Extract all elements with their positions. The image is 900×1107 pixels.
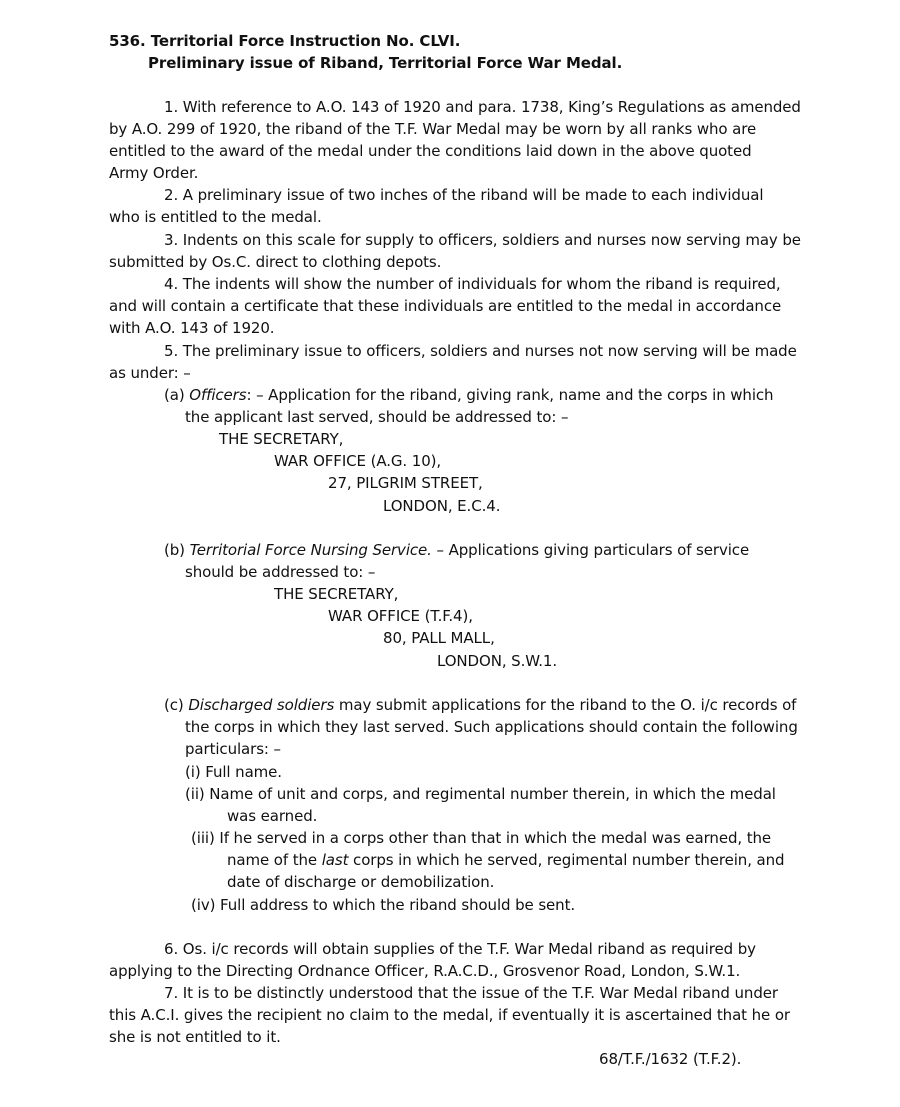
para1-line: by A.O. 299 of 1920, the riband of the T.F. War Medal may be worn by all ranks who are bbox=[109, 120, 757, 138]
sub-item-iii-text: corps in which he served, regimental number therein, and bbox=[348, 851, 785, 869]
item-b-line1 bbox=[164, 539, 749, 561]
address-b-line: 80, PALL MALL, bbox=[383, 629, 495, 647]
sub-item-iii-line: date of discharge or demobilization. bbox=[227, 873, 495, 891]
para4-line: 4. The indents will show the number of individuals for whom the riband is required, bbox=[164, 275, 781, 293]
sub-item-iii-emphasis: last bbox=[321, 851, 349, 869]
item-a-label: (a) bbox=[164, 386, 190, 404]
address-a-line: LONDON, E.C.4. bbox=[383, 497, 501, 515]
address-b-line: THE SECRETARY, bbox=[274, 585, 399, 603]
para1-line: Army Order. bbox=[109, 164, 199, 182]
para3-line: 3. Indents on this scale for supply to officers, soldiers and nurses now serving may be bbox=[164, 231, 801, 249]
item-b-line2: should be addressed to: – bbox=[185, 563, 376, 581]
para6-line: applying to the Directing Ordnance Officer, R.A.C.D., Grosvenor Road, London, S.W.1. bbox=[109, 962, 741, 980]
para3-line: submitted by Os.C. direct to clothing depots. bbox=[109, 253, 442, 271]
item-a-line1 bbox=[164, 384, 773, 406]
sub-item-iii-line: (iii) If he served in a corps other than that in which the medal was earned, the bbox=[191, 829, 772, 847]
address-a-line: 27, PILGRIM STREET, bbox=[328, 474, 483, 492]
address-b-line: LONDON, S.W.1. bbox=[437, 652, 558, 670]
item-a-text: : – Application for the riband, giving rank, name and the corps in which bbox=[246, 386, 774, 404]
item-c-line3: particulars: – bbox=[185, 740, 281, 758]
item-a-heading: Officers bbox=[189, 386, 247, 404]
file-reference: 68/T.F./1632 (T.F.2). bbox=[599, 1050, 742, 1068]
sub-item-iii-text: name of the bbox=[227, 851, 322, 869]
item-b-heading: Territorial Force Nursing Service. bbox=[189, 541, 432, 559]
para7-line: 7. It is to be distinctly understood that the issue of the T.F. War Medal riband under bbox=[164, 984, 778, 1002]
item-b-label: (b) bbox=[164, 541, 190, 559]
para2-line: who is entitled to the medal. bbox=[109, 208, 322, 226]
para5-line: as under: – bbox=[109, 364, 191, 382]
para1-line: 1. With reference to A.O. 143 of 1920 and para. 1738, King’s Regulations as amended bbox=[164, 98, 801, 116]
instruction-number: 536. Territorial Force Instruction No. CLVI. bbox=[109, 32, 461, 50]
para2-line: 2. A preliminary issue of two inches of the riband will be made to each individual bbox=[164, 186, 764, 204]
para5-line: 5. The preliminary issue to officers, soldiers and nurses not now serving will be made bbox=[164, 342, 797, 360]
item-c-text: may submit applications for the riband to the O. i/c records of bbox=[334, 696, 797, 714]
sub-item-ii-line: (ii) Name of unit and corps, and regimental number therein, in which the medal bbox=[185, 785, 776, 803]
sub-item-i: (i) Full name. bbox=[185, 763, 282, 781]
address-a-line: WAR OFFICE (A.G. 10), bbox=[274, 452, 442, 470]
item-c-label: (c) bbox=[164, 696, 189, 714]
instruction-title: Preliminary issue of Riband, Territorial Force War Medal. bbox=[148, 54, 623, 72]
sub-item-ii-line: was earned. bbox=[227, 807, 318, 825]
sub-item-iv: (iv) Full address to which the riband should be sent. bbox=[191, 896, 576, 914]
para7-line: this A.C.I. gives the recipient no claim to the medal, if eventually it is ascertained that he or bbox=[109, 1006, 790, 1024]
item-c-line2: the corps in which they last served. Such applications should contain the following bbox=[185, 718, 798, 736]
item-c-heading: Discharged soldiers bbox=[188, 696, 335, 714]
item-a-line2: the applicant last served, should be addressed to: – bbox=[185, 408, 569, 426]
address-b-line: WAR OFFICE (T.F.4), bbox=[328, 607, 473, 625]
para4-line: and will contain a certificate that these individuals are entitled to the medal in accordance bbox=[109, 297, 782, 315]
item-b-text: – Applications giving particulars of service bbox=[431, 541, 750, 559]
address-a-line: THE SECRETARY, bbox=[219, 430, 344, 448]
para1-line: entitled to the award of the medal under the conditions laid down in the above quoted bbox=[109, 142, 752, 160]
para6-line: 6. Os. i/c records will obtain supplies of the T.F. War Medal riband as required by bbox=[164, 940, 756, 958]
sub-item-iii-line bbox=[227, 849, 784, 871]
para7-line: she is not entitled to it. bbox=[109, 1028, 281, 1046]
item-c-line1 bbox=[164, 694, 796, 716]
para4-line: with A.O. 143 of 1920. bbox=[109, 319, 275, 337]
